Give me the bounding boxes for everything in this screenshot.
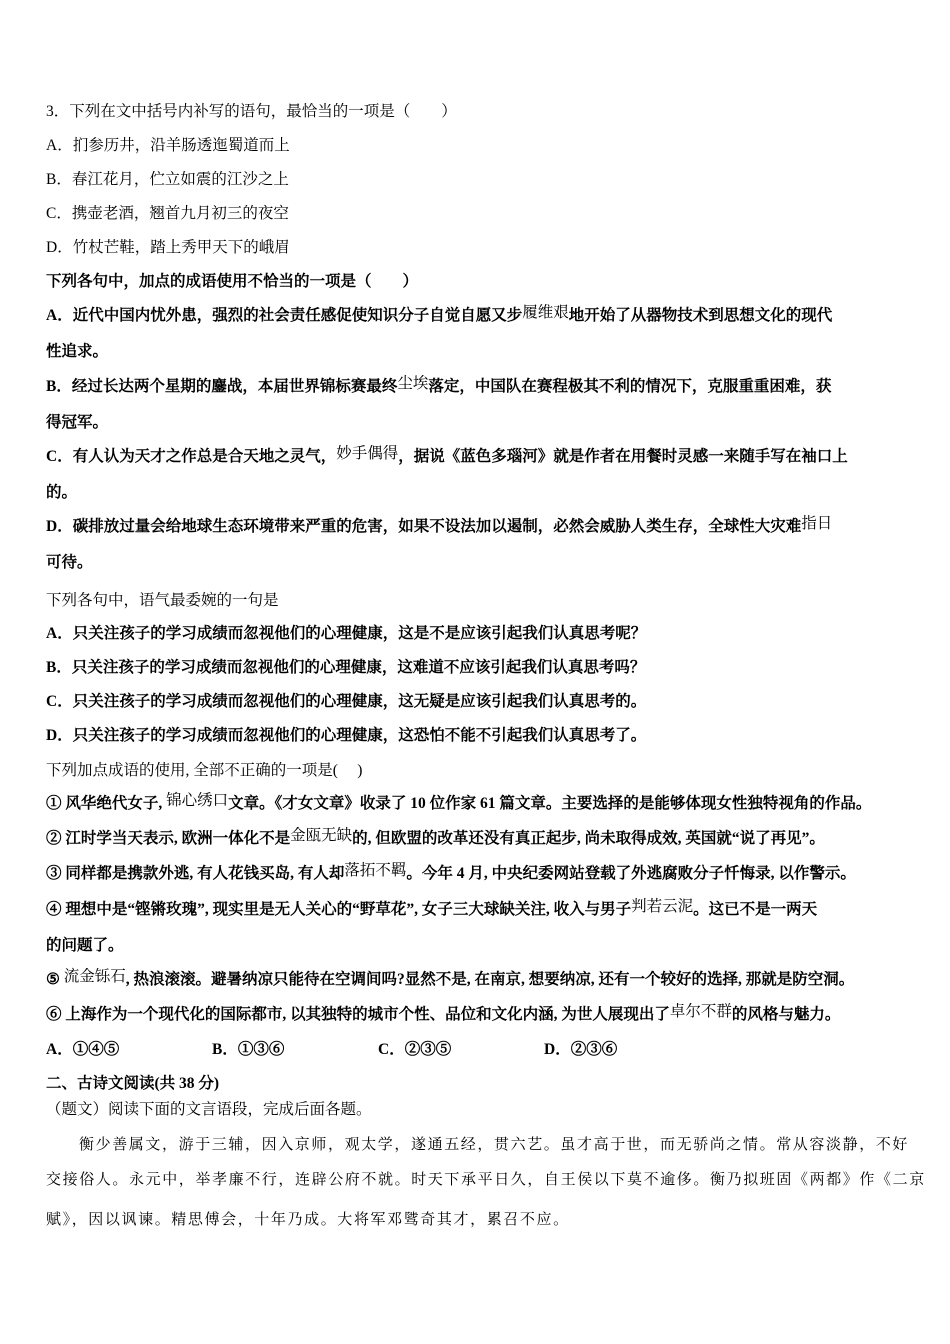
item-text: , 热浪滚滚。避暑纳凉只能待在空调间吗?显然不是, 在南京, 想要纳凉, 还有一个较好的选择, 那就是防空洞。 (125, 971, 855, 988)
q3-option-b: B．春江花月，伫立如震的江沙之上 (46, 171, 289, 188)
item-text: ⑤ (46, 971, 64, 988)
idiom2-answer-options (46, 1040, 710, 1060)
dotted-idiom: 金瓯无缺 (290, 827, 353, 844)
tone-stem: 下列各句中，语气最委婉的一句是 (46, 592, 279, 609)
dotted-idiom: 卓尔不群 (669, 1003, 732, 1020)
idiom1-option-a-cont: 性追求。 (46, 343, 109, 360)
idiom1-stem: 下列各句中，加点的成语使用不恰当的一项是（ ） (46, 273, 419, 290)
tone-option-a: A．只关注孩子的学习成绩而忽视他们的心理健康，这是不是应该引起我们认真思考呢？ (46, 625, 647, 642)
item-text: ③ 同样都是携款外逃, 有人花钱买岛, 有人却 (46, 865, 345, 882)
option-text: A．近代中国内忧外患，强烈的社会责任感促使知识分子自觉自愿又步 (46, 307, 523, 324)
item-text: ④ 理想中是“铿锵玫瑰”, 现实里是无人关心的“野草花”, 女子三大球缺关注, 收入与男子 (46, 901, 632, 918)
dotted-idiom: 尘埃 (397, 375, 429, 392)
option-text: 地开始了从器物技术到思想文化的现代 (568, 307, 833, 324)
idiom1-option-d (46, 517, 832, 537)
dotted-idiom: 判若云泥 (631, 898, 694, 915)
q3-stem: 3．下列在文中括号内补写的语句，最恰当的一项是（ ） (46, 103, 457, 120)
answer-option-d: D．②③⑥ (544, 1041, 618, 1058)
tone-option-d: D．只关注孩子的学习成绩而忽视他们的心理健康，这恐怕不能不引起我们认真思考了。 (46, 727, 647, 744)
idiom1-option-c-cont: 的。 (46, 484, 78, 501)
dotted-idiom: 妙手偶得 (336, 445, 399, 462)
dotted-idiom: 指日 (801, 515, 833, 532)
item-text: 。这已不是一两天 (693, 901, 818, 918)
section2-prompt: （题文）阅读下面的文言语段，完成后面各题。 (46, 1101, 372, 1118)
idiom1-option-b (46, 377, 831, 397)
item-text: ① 风华绝代女子, (46, 795, 167, 812)
dotted-idiom: 落拓不羁 (344, 862, 407, 879)
item-text: ② 江时学当天表示, 欧洲一体化不是 (46, 830, 291, 847)
passage-line-3: 赋》，因以讽谏。精思傅会，十年乃成。大将军邓骘奇其才，累召不应。 (46, 1210, 570, 1228)
idiom2-item-3 (46, 864, 856, 884)
dotted-idiom: 履维艰 (522, 304, 569, 321)
item-text: 。今年 4 月, 中央纪委网站登载了外逃腐败分子忏悔录, 以作警示。 (406, 865, 856, 882)
idiom2-item-4-cont: 的问题了。 (46, 937, 124, 954)
idiom2-item-2 (46, 829, 825, 849)
answer-option-a: A．①④⑤ (46, 1041, 120, 1058)
answer-option-c: C．②③⑤ (378, 1041, 452, 1058)
q3-option-c: C．携壶老酒，翘首九月初三的夜空 (46, 205, 289, 222)
option-text: ，据说《蓝色多瑙河》就是作者在用餐时灵感一来随手写在袖口上 (398, 448, 848, 465)
idiom2-item-1 (46, 794, 871, 814)
q3-option-d: D．竹杖芒鞋，踏上秀甲天下的峨眉 (46, 239, 290, 256)
option-text: D．碳排放过量会给地球生态环境带来严重的危害，如果不设法加以遏制，必然会威胁人类生存，全球性大灾难 (46, 518, 802, 535)
answer-option-b: B．①③⑥ (212, 1041, 285, 1058)
tone-option-b: B．只关注孩子的学习成绩而忽视他们的心理健康，这难道不应该引起我们认真思考吗？ (46, 659, 646, 676)
option-text: C．有人认为天才之作总是合天地之灵气， (46, 448, 337, 465)
idiom1-option-c (46, 447, 848, 467)
idiom2-item-6 (46, 1005, 840, 1025)
dotted-idiom: 锦心绣口 (166, 792, 229, 809)
item-text: 的风格与魅力。 (731, 1006, 841, 1023)
idiom2-item-5 (46, 970, 854, 990)
section2-heading: 二、古诗文阅读(共 38 分) (46, 1075, 220, 1092)
tone-option-c: C．只关注孩子的学习成绩而忽视他们的心理健康，这无疑是应该引起我们认真思考的。 (46, 693, 647, 710)
passage-line-2: 交接俗人。永元中，举孝廉不行，连辟公府不就。时天下承平日久，自王侯以下莫不逾侈。衡乃拟班固《两都》作《二京 (46, 1170, 926, 1188)
item-text: ⑥ 上海作为一个现代化的国际都市, 以其独特的城市个性、品位和文化内涵, 为世人展现出了 (46, 1006, 670, 1023)
option-text: B．经过长达两个星期的鏖战，本届世界锦标赛最终 (46, 378, 398, 395)
idiom2-stem: 下列加点成语的使用, 全部不正确的一项是( ) (46, 762, 363, 779)
q3-option-a: A．扪参历井，沿羊肠透迤蜀道而上 (46, 137, 290, 154)
option-text: 落定，中国队在赛程极其不利的情况下，克服重重困难，获 (428, 378, 832, 395)
passage-line-1: 衡少善属文，游于三辅，因入京师，观太学，遂通五经，贯六艺。虽才高于世，而无骄尚之情。常从容淡静，不好 (79, 1135, 910, 1153)
idiom1-option-a (46, 306, 832, 326)
idiom1-option-d-cont: 可待。 (46, 554, 93, 571)
dotted-idiom: 流金铄石 (63, 968, 126, 985)
item-text: 文章。《才女文章》收录了 10 位作家 61 篇文章。主要选择的是能够体现女性独特视角的作品。 (228, 795, 872, 812)
idiom2-item-4 (46, 900, 817, 920)
item-text: 的, 但欧盟的改革还没有真正起步, 尚未取得成效, 英国就“说了再见”。 (352, 830, 825, 847)
idiom1-option-b-cont: 得冠军。 (46, 414, 109, 431)
